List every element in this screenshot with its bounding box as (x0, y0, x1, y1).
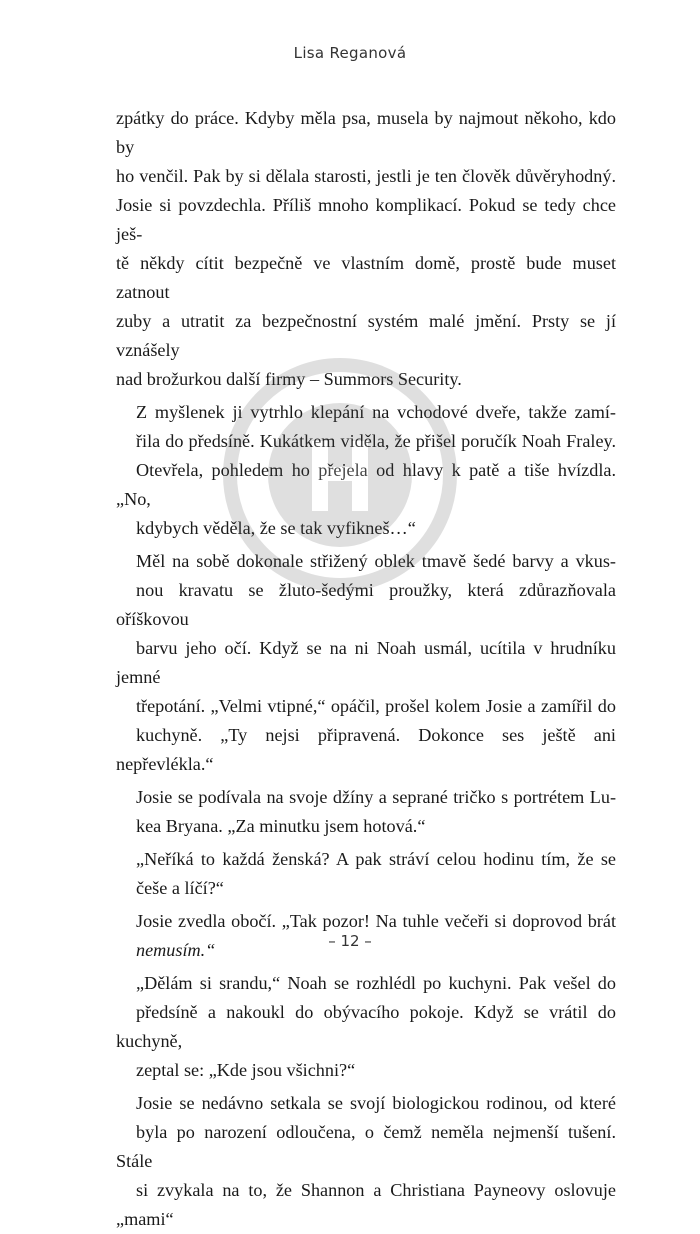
text-line: řila do předsíně. Kukátkem viděla, že přišel poručík Noah Fraley. (136, 431, 616, 451)
paragraph (116, 969, 616, 1085)
text-line: nad brožurkou další firmy – Summors Security. (116, 369, 462, 389)
text-line: „Neříká to každá ženská? A pak stráví celou hodinu tím, že se (136, 849, 616, 869)
text-line: zpátky do práce. Kdyby měla psa, musela by najmout někoho, kdo by (116, 108, 616, 157)
paragraph (116, 104, 616, 394)
running-header-author: Lisa Reganová (293, 44, 407, 62)
text-line: Otevřela, pohledem ho přejela od hlavy k patě a tiše hvízdla. „No, (116, 460, 616, 509)
text-line: zeptal se: „Kde jsou všichni?“ (136, 1060, 356, 1080)
text-line: „Dělám si srandu,“ Noah se rozhlédl po kuchyni. Pak vešel do (136, 973, 616, 993)
paragraph (116, 1089, 616, 1234)
text-line-italic: nemusím.“ (136, 940, 216, 960)
text-line: třepotání. „Velmi vtipné,“ opáčil, prošel kolem Josie a zamířil do (136, 696, 616, 716)
text-line: Josie zvedla obočí. „Tak pozor! Na tuhle večeři si doprovod brát (136, 911, 616, 931)
text-line: Z myšlenek ji vytrhlo klepání na vchodové dveře, takže zamí- (136, 402, 616, 422)
text-line: si zvykala na to, že Shannon a Christiana Payneovy oslovuje „mami“ (116, 1180, 616, 1229)
paragraph (116, 398, 616, 543)
text-line: Josie se podívala na svoje džíny a seprané tričko s portrétem Lu- (136, 787, 616, 807)
text-line: zuby a utratit za bezpečnostní systém malé jmění. Prsty se jí vznášely (116, 311, 616, 360)
text-line: nou kravatu se žluto-šedými proužky, která zdůrazňovala oříškovou (116, 580, 616, 629)
text-line: Josie se nedávno setkala se svojí biologickou rodinou, od které (136, 1093, 616, 1113)
paragraph (116, 547, 616, 779)
text-line: Měl na sobě dokonale střižený oblek tmavě šedé barvy a vkus- (136, 551, 616, 571)
text-line: byla po narození odloučena, o čemž neměla nejmenší tušení. Stále (116, 1122, 616, 1171)
text-line: češe a líčí?“ (136, 878, 224, 898)
text-line: tě někdy cítit bezpečně ve vlastním domě, prostě bude muset zatnout (116, 253, 616, 302)
text-line: Josie si povzdechla. Příliš mnoho komplikací. Pokud se tedy chce ješ- (116, 195, 616, 244)
paragraph (116, 845, 616, 903)
text-line: kea Bryana. „Za minutku jsem hotová.“ (136, 816, 426, 836)
page-number: – 12 – (328, 932, 372, 950)
body-text (116, 104, 616, 1234)
text-line: barvu jeho očí. Když se na ni Noah usmál, ucítila v hrudníku jemné (116, 638, 616, 687)
text-line: předsíně a nakoukl do obývacího pokoje. Když se vrátil do kuchyně, (116, 1002, 616, 1051)
text-line: kdybych věděla, že se tak vyfikneš…“ (136, 518, 416, 538)
text-line: kuchyně. „Ty nejsi připravená. Dokonce ses ještě ani nepřevlékla.“ (116, 725, 616, 774)
text-line: ho venčil. Pak by si dělala starosti, jestli je ten člověk důvěryhodný. (116, 166, 616, 186)
paragraph (116, 783, 616, 841)
